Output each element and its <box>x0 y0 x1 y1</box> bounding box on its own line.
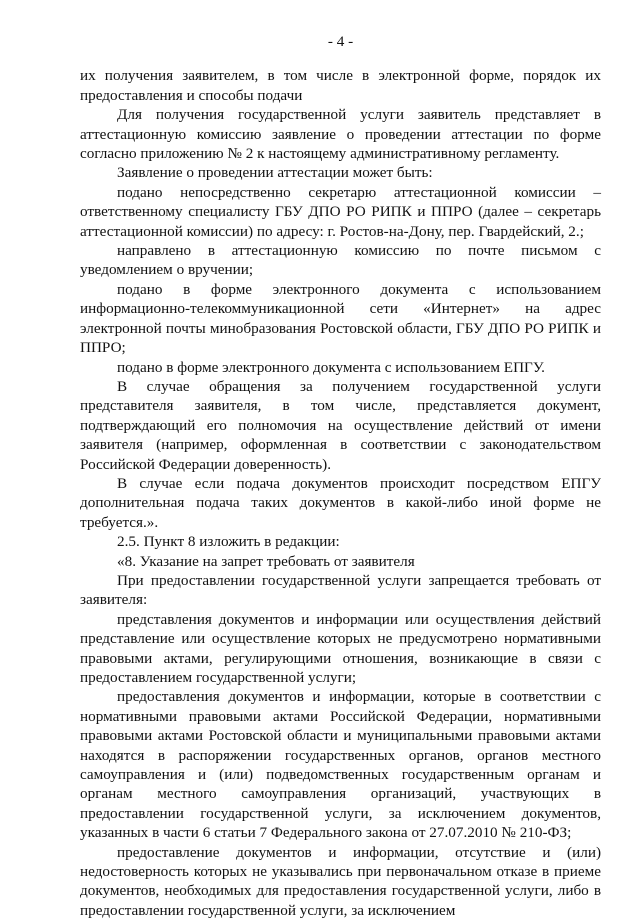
paragraph-11: «8. Указание на запрет требовать от заявителя <box>117 552 415 570</box>
paragraph-1: их получения заявителем, в том числе в электронной форме, порядок их предоставления и способы подачи <box>80 67 601 104</box>
paragraph-3: Заявление о проведении аттестации может быть: <box>117 164 433 182</box>
paragraph-12: При предоставлении государственной услуги запрещается требовать от заявителя: <box>80 571 601 609</box>
paragraph-14: предоставления документов и информации, которые в соответствии с нормативными правовыми актами Российской Федерации, нормативными правовыми актами Ростовской области и муниципальными правовыми актами находятся в распоряжении государственных органов, органов местного самоуправления и (или) подведомственных государственным органам и органам местного самоуправления организаций, участвующих в предоставлении государственной услуги, за исключением документов, указанных в части 6 статьи 7 Федерального закона от 27.07.2010 № 210-ФЗ; <box>80 688 601 842</box>
paragraph-5: направлено в аттестационную комиссию по почте письмом с уведомлением о вручении; <box>80 242 601 279</box>
paragraph-8: В случае обращения за получением государственной услуги представителя заявителя, в том числе, представляется документ, подтверждающий его полномочия на осуществление действий от имени заявителя (например, оформленная в соответствии с законодательством Российской Федерации доверенность). <box>80 377 601 473</box>
paragraph-13: представления документов и информации или осуществления действий представление или осуществление которых не предусмотрено нормативными правовыми актами, регулирующими отношения, возникающие в связи с предоставлением государственной услуги; <box>80 610 601 686</box>
paragraph-4: подано непосредственно секретарю аттестационной комиссии – ответственному специалисту ГБУ ДПО РО РИПК и ППРО (далее – секретарь аттестационной комиссии) по адресу: г. Ростов-на-Дону, пер. Гвардейский, 2.; <box>80 183 601 240</box>
paragraph-9: В случае если подача документов происходит посредством ЕПГУ дополнительная подача таких документов в какой-либо иной форме не требуется.». <box>80 474 601 531</box>
document-page <box>80 32 601 920</box>
page-number: - 4 - <box>327 33 354 50</box>
paragraph-6: подано в форме электронного документа с использованием информационно-телекоммуникационной сети «Интернет» на адрес электронной почты минобразования Ростовской области, ГБУ ДПО РО РИПК и ППРО; <box>80 280 601 357</box>
paragraph-10: 2.5. Пункт 8 изложить в редакции: <box>117 533 340 551</box>
paragraph-2: Для получения государственной услуги заявитель представляет в аттестационную комиссию заявление о проведении аттестации по форме согласно приложению № 2 к настоящему административному регламенту. <box>80 106 601 163</box>
paragraph-7: подано в форме электронного документа с использованием ЕПГУ. <box>117 358 545 376</box>
paragraph-15: предоставление документов и информации, отсутствие и (или) недостоверность которых не указывались при первоначальном отказе в приеме документов, необходимых для предоставления государственной услуги, либо в предоставлении государственной услуги, за исключением <box>80 843 601 919</box>
